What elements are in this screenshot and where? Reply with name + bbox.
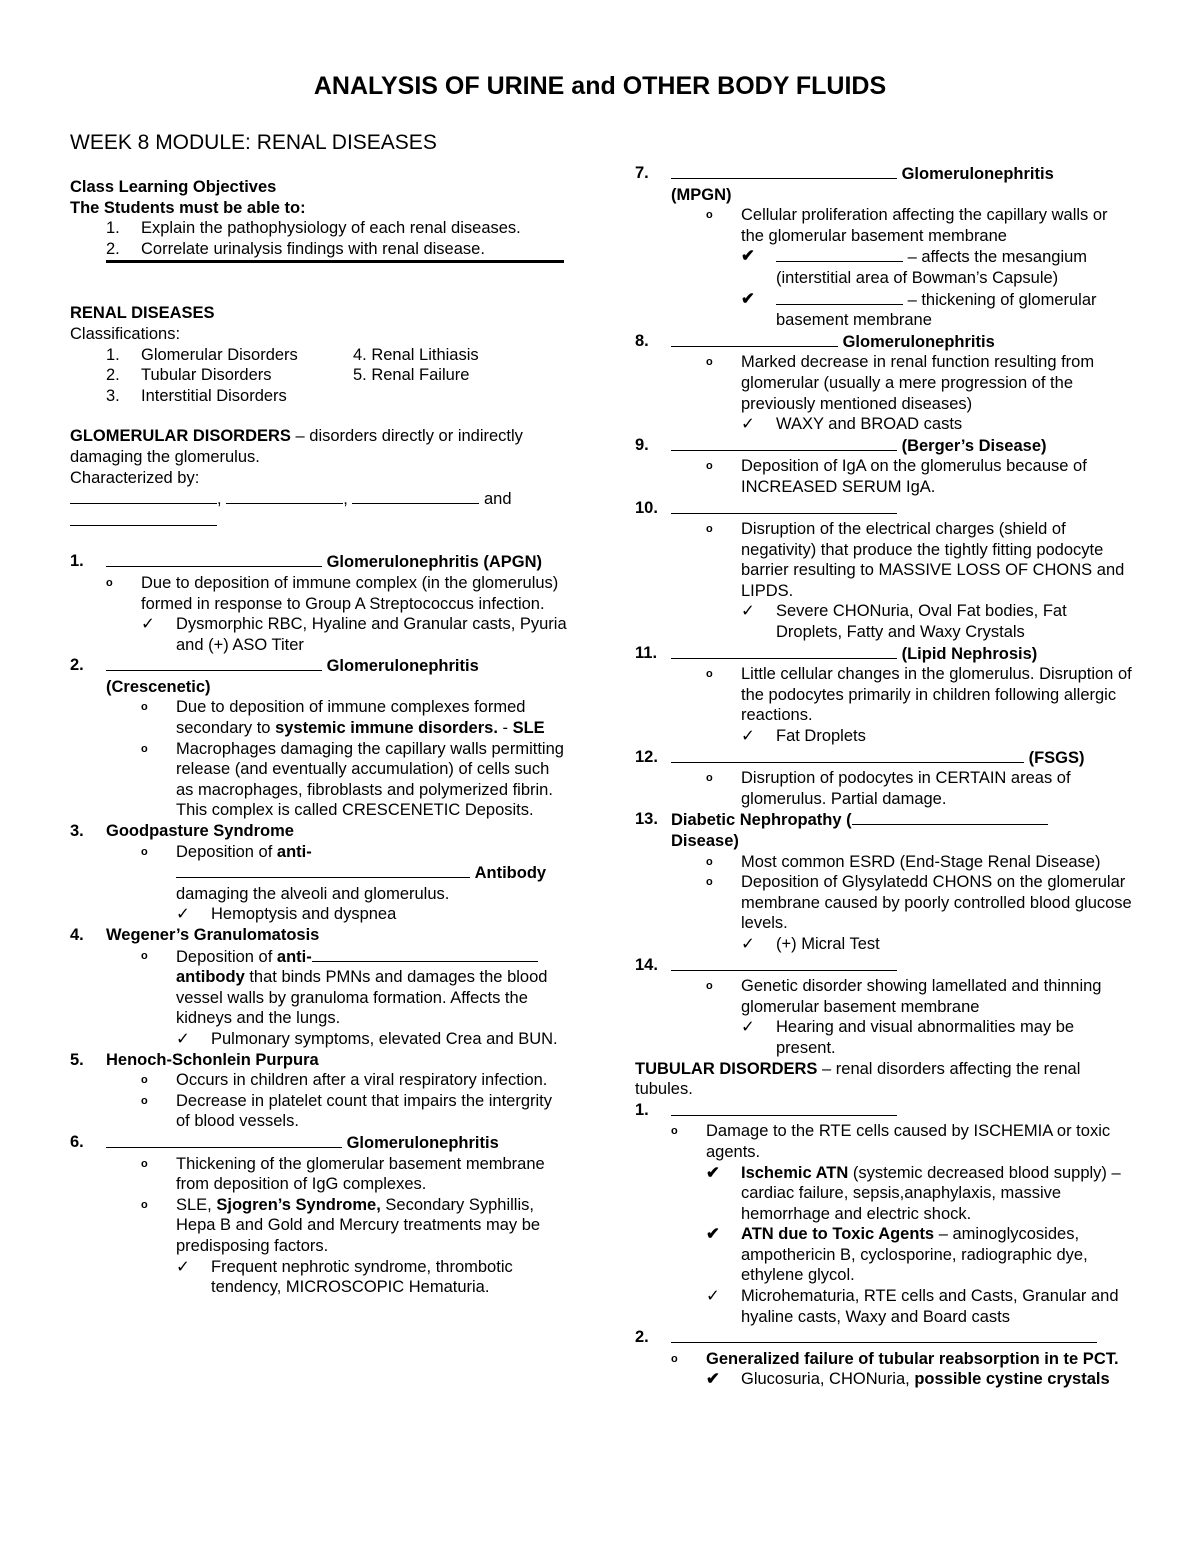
objective-text: Correlate urinalysis findings with renal disease. xyxy=(141,239,485,258)
right-column xyxy=(635,163,1135,1390)
check-item xyxy=(635,1017,1135,1058)
check-text: – thickening of glomerular basement membrane xyxy=(776,290,1097,330)
bullet-text: Damage to the RTE cells caused by ISCHEMIA or toxic agents. xyxy=(706,1122,1111,1161)
check-text: – aminoglycosides, ampothericin B, cyclosporine, radiographic dye, ethylene glycol. xyxy=(741,1225,1088,1285)
item-number: 2. xyxy=(106,366,120,385)
bullet-icon: o xyxy=(706,855,713,868)
bullet-icon: o xyxy=(141,742,148,755)
checkmark-icon: ✓ xyxy=(741,602,755,621)
bullet-item xyxy=(70,842,570,905)
item-number: 9. xyxy=(635,435,649,454)
bullet-text: Generalized failure of tubular reabsorption in te PCT. xyxy=(706,1349,1119,1368)
bullet-text: Macrophages damaging the capillary walls permitting release (and eventually accumulation) of cells such as macrophages, fibroblasts and polymerized fibrin. This complex is called CRESCENETIC Deposits. xyxy=(176,739,564,820)
item-number: 1. xyxy=(106,219,120,238)
bullet-text: Disruption of the electrical charges (shield of negativity) that produce the tightly fitting podocyte barrier resulting to MASSIVE LOSS OF CHONS and LIPDS. xyxy=(741,520,1125,600)
bullet-item xyxy=(70,1195,570,1257)
checkmark-icon: ✓ xyxy=(741,1018,755,1037)
list-item xyxy=(70,655,570,677)
bullet-icon: o xyxy=(141,1094,148,1107)
bullet-text: Deposition of IgA on the glomerulus because of INCREASED SERUM IgA. xyxy=(741,457,1087,496)
bullet-text: Marked decrease in renal function resulting from glomerular (usually a mere progression of the previously mentioned diseases) xyxy=(741,353,1095,413)
bullet-text: Deposition of xyxy=(176,947,277,966)
item-title: Diabetic Nephropathy ( xyxy=(671,811,852,830)
objectives-heading: Class Learning Objectives xyxy=(70,178,277,196)
blank xyxy=(352,488,479,504)
classification-text: 4. Renal Lithiasis xyxy=(353,345,479,364)
classification-text: 5. Renal Failure xyxy=(353,366,470,385)
item-number: 14. xyxy=(635,955,658,974)
item-number: 3. xyxy=(106,386,120,405)
item-subtitle: (MPGN) xyxy=(671,185,732,204)
bullet-text: Genetic disorder showing lamellated and thinning glomerular basement membrane xyxy=(741,977,1102,1016)
list-item xyxy=(635,643,1135,665)
item-title: Glomerulonephritis xyxy=(901,165,1054,183)
item-title: (FSGS) xyxy=(1028,748,1085,767)
bullet-text: SLE, xyxy=(176,1195,217,1214)
classification-text: Tubular Disorders xyxy=(141,366,272,385)
bullet-bold: Antibody xyxy=(474,864,547,883)
bullet-icon: o xyxy=(706,209,713,222)
bullet-icon: o xyxy=(671,1125,678,1138)
list-item xyxy=(70,386,570,407)
blank-line xyxy=(70,488,570,510)
check-text: (systemic decreased blood supply) – cardiac failure, sepsis,anaphylaxis, massive hemorrhage and electric shock. xyxy=(741,1163,1121,1223)
bullet-icon: o xyxy=(706,356,713,369)
check-text: Dysmorphic RBC, Hyaline and Granular casts, Pyuria and (+) ASO Titer xyxy=(176,615,567,654)
renal-heading: RENAL DISEASES xyxy=(70,304,215,323)
bullet-bold: anti- xyxy=(276,947,312,966)
blank xyxy=(671,955,897,971)
bullet-text: Little cellular changes in the glomerulus. Disruption of the podocytes primarily in children following allergic reactions. xyxy=(741,665,1132,725)
blank xyxy=(176,862,470,878)
check-item xyxy=(70,904,570,925)
list-item xyxy=(70,821,570,842)
bullet-text: that binds PMNs and damages the blood vessel walls by granuloma formation. Affects the kidneys and the lungs. xyxy=(176,968,548,1028)
bullet-item xyxy=(635,352,1135,414)
check-item xyxy=(635,414,1135,435)
check-text: Microhematuria, RTE cells and Casts, Granular and hyaline casts, Waxy and Board casts xyxy=(741,1287,1119,1326)
check-text: Frequent nephrotic syndrome, thrombotic tendency, MICROSCOPIC Hematuria. xyxy=(211,1257,513,1297)
bullet-icon: o xyxy=(706,772,713,785)
bullet-icon: o xyxy=(141,1198,148,1211)
bullet-bold: SLE xyxy=(512,719,545,738)
item-title: (Berger’s Disease) xyxy=(901,436,1047,455)
objective-text: Explain the pathophysiology of each renal diseases. xyxy=(141,219,521,238)
checkmark-icon: ✔ xyxy=(741,247,755,266)
bullet-icon: o xyxy=(141,949,148,962)
bullet-icon: o xyxy=(141,1074,148,1087)
bullet-text: Decrease in platelet count that impairs the intergrity of blood vessels. xyxy=(176,1091,553,1131)
blank xyxy=(776,246,903,262)
blank xyxy=(671,498,897,514)
item-number: 4. xyxy=(70,926,84,944)
check-item xyxy=(635,934,1135,955)
bullet-icon: o xyxy=(141,701,148,714)
classifications-label: Classifications: xyxy=(70,324,181,343)
item-number: 2. xyxy=(635,1328,649,1347)
check-item xyxy=(70,1257,570,1298)
bullet-text: damaging the alveoli and glomerulus. xyxy=(176,884,450,903)
characterized-label: Characterized by: xyxy=(70,468,200,487)
bullet-item xyxy=(635,852,1135,873)
item-title: Glomerulonephritis xyxy=(842,332,995,351)
blank xyxy=(671,1100,897,1116)
bullet-item xyxy=(70,1091,570,1132)
bullet-icon: o xyxy=(671,1352,678,1365)
tubular-heading: TUBULAR DISORDERS xyxy=(635,1059,818,1078)
blank xyxy=(671,643,897,659)
comma: , xyxy=(343,490,348,509)
blank xyxy=(671,747,1024,763)
check-item xyxy=(70,614,570,655)
bullet-icon: o xyxy=(706,460,713,473)
blank xyxy=(226,488,343,504)
list-item xyxy=(635,163,1135,185)
check-text: WAXY and BROAD casts xyxy=(776,415,963,434)
bullet-item xyxy=(70,1070,570,1091)
list-item xyxy=(70,1050,570,1071)
item-number: 1. xyxy=(106,345,120,364)
check-item xyxy=(635,1286,1135,1327)
check-text: Fat Droplets xyxy=(776,727,866,746)
bullet-text: Cellular proliferation affecting the capillary walls or the glomerular basement membrane xyxy=(741,206,1108,245)
list-item xyxy=(70,218,570,239)
bullet-text: Thickening of the glomerular basement membrane from deposition of IgG complexes. xyxy=(176,1154,545,1194)
list-item xyxy=(70,925,570,946)
list-item xyxy=(70,551,570,573)
check-bold: possible cystine crystals xyxy=(914,1370,1110,1389)
checkmark-icon: ✓ xyxy=(141,615,155,634)
bullet-icon: o xyxy=(706,980,713,993)
bullet-text: Due to deposition of immune complex (in the glomerulus) formed in response to Group A Streptococcus infection. xyxy=(141,573,559,613)
comma: , xyxy=(217,490,222,509)
bullet-text: - xyxy=(497,719,513,738)
check-text: Glucosuria, CHONuria, xyxy=(741,1370,915,1389)
bullet-item xyxy=(635,456,1135,497)
bullet-item xyxy=(70,946,570,1029)
objectives-subheading: The Students must be able to: xyxy=(70,198,306,217)
bullet-item xyxy=(635,1349,1135,1370)
blank xyxy=(70,488,217,504)
classification-text: Glomerular Disorders xyxy=(141,345,298,364)
checkmark-icon: ✔ xyxy=(706,1225,720,1244)
item-number: 10. xyxy=(635,498,658,517)
checkmark-icon: ✓ xyxy=(706,1287,720,1306)
classification-text: Interstitial Disorders xyxy=(141,386,287,405)
item-title: Glomerulonephritis xyxy=(346,1133,499,1152)
item-number: 12. xyxy=(635,747,658,766)
item-number: 2. xyxy=(106,239,120,258)
blank xyxy=(776,289,903,305)
bullet-item xyxy=(635,205,1135,246)
check-item xyxy=(635,1163,1135,1225)
blank xyxy=(312,946,538,962)
and-text: and xyxy=(483,490,512,509)
bullet-item xyxy=(635,519,1135,601)
list-item xyxy=(70,345,570,366)
check-bold: ATN due to Toxic Agents xyxy=(741,1225,935,1244)
bullet-item xyxy=(635,1121,1135,1162)
check-text: Hemoptysis and dyspnea xyxy=(211,905,397,924)
blank xyxy=(671,331,838,347)
checkmark-icon: ✓ xyxy=(741,934,755,953)
bullet-item xyxy=(635,664,1135,726)
blank xyxy=(852,809,1048,825)
bullet-icon: o xyxy=(706,668,713,681)
checkmark-icon: ✓ xyxy=(741,727,755,746)
bullet-item xyxy=(70,697,570,738)
item-number: 5. xyxy=(70,1050,84,1069)
tubular-intro xyxy=(635,1059,1135,1100)
bullet-bold: systemic immune disorders. xyxy=(275,719,498,738)
checkmark-icon: ✔ xyxy=(706,1370,720,1389)
blank xyxy=(70,510,217,526)
blank xyxy=(671,435,897,451)
check-text: – affects the mesangium (interstitial area of Bowman’s Capsule) xyxy=(776,248,1088,287)
check-item xyxy=(635,1224,1135,1286)
page-title: ANALYSIS OF URINE and OTHER BODY FLUIDS xyxy=(313,72,887,100)
check-text: (+) Micral Test xyxy=(776,934,880,953)
bullet-item xyxy=(635,976,1135,1017)
bullet-text: Deposition of xyxy=(176,842,277,861)
checkmark-icon: ✔ xyxy=(741,289,755,308)
check-item xyxy=(70,1029,570,1050)
checkmark-icon: ✓ xyxy=(176,1029,190,1048)
bullet-bold: Sjogren’s Syndrome, xyxy=(216,1195,381,1214)
glomerular-heading: GLOMERULAR DISORDERS xyxy=(70,427,291,446)
bullet-item xyxy=(635,768,1135,809)
list-item xyxy=(635,809,1135,851)
check-item xyxy=(635,289,1135,331)
bullet-bold: antibody xyxy=(176,968,245,987)
check-item xyxy=(635,601,1135,642)
bullet-text: Secondary Syphillis, Hepa B and Gold and Mercury treatments may be predisposing factors. xyxy=(176,1195,541,1255)
list-item xyxy=(635,1100,1135,1122)
bullet-icon: o xyxy=(141,1157,148,1170)
bullet-text: Most common ESRD (End-Stage Renal Disease) xyxy=(741,852,1101,871)
list-item xyxy=(635,747,1135,769)
glomerular-desc: – disorders directly or indirectly damaging the glomerulus. xyxy=(70,427,523,466)
check-text: Hearing and visual abnormalities may be present. xyxy=(776,1018,1075,1057)
item-subtitle: (Crescenetic) xyxy=(106,677,211,696)
bullet-text: Disruption of podocytes in CERTAIN areas of glomerulus. Partial damage. xyxy=(741,769,1071,808)
list-item xyxy=(635,331,1135,353)
item-title: Disease) xyxy=(671,832,739,850)
item-title: Wegener’s Granulomatosis xyxy=(106,926,320,944)
check-item xyxy=(635,246,1135,288)
list-item xyxy=(70,239,570,260)
bullet-icon: o xyxy=(706,523,713,536)
bullet-text: Deposition of Glysylatedd CHONS on the glomerular membrane caused by poorly controlled blood glucose levels. xyxy=(741,873,1132,933)
item-title: (Lipid Nephrosis) xyxy=(901,644,1038,663)
list-item xyxy=(635,955,1135,977)
module-title: WEEK 8 MODULE: RENAL DISEASES xyxy=(70,131,437,154)
list-item xyxy=(635,498,1135,520)
check-item xyxy=(635,1369,1135,1390)
item-number: 1. xyxy=(635,1100,649,1119)
glomerular-intro xyxy=(70,426,570,467)
bullet-icon: o xyxy=(706,876,713,889)
bullet-item xyxy=(70,573,570,614)
checkmark-icon: ✓ xyxy=(176,905,190,924)
bullet-item xyxy=(635,872,1135,934)
item-number: 2. xyxy=(70,656,84,675)
blank xyxy=(671,1327,1097,1343)
item-number: 13. xyxy=(635,810,658,829)
bullet-icon: o xyxy=(141,845,148,858)
blank xyxy=(106,655,322,671)
left-column xyxy=(70,177,570,1298)
check-bold: Ischemic ATN xyxy=(741,1163,849,1182)
bullet-item xyxy=(70,739,570,821)
list-item xyxy=(70,365,570,386)
list-item xyxy=(70,1132,570,1154)
item-title: Goodpasture Syndrome xyxy=(106,822,294,841)
check-text: Pulmonary symptoms, elevated Crea and BUN. xyxy=(211,1029,558,1048)
check-text: Severe CHONuria, Oval Fat bodies, Fat Droplets, Fatty and Waxy Crystals xyxy=(776,602,1067,642)
bullet-bold: anti- xyxy=(276,842,312,861)
item-number: 7. xyxy=(635,164,649,182)
item-title: Glomerulonephritis (APGN) xyxy=(326,553,543,572)
blank xyxy=(106,1132,342,1148)
list-item xyxy=(635,1327,1135,1349)
blank-line xyxy=(70,510,570,532)
blank xyxy=(671,163,897,179)
bullet-text: Occurs in children after a viral respiratory infection. xyxy=(176,1071,548,1090)
bullet-text: Due to deposition of immune complexes formed secondary to xyxy=(176,698,526,738)
check-item xyxy=(635,726,1135,747)
tubular-desc: – renal disorders affecting the renal tubules. xyxy=(635,1059,1081,1099)
checkmark-icon: ✓ xyxy=(176,1257,190,1276)
item-title: Glomerulonephritis xyxy=(326,657,479,676)
item-number: 1. xyxy=(70,552,84,571)
item-title: Henoch-Schonlein Purpura xyxy=(106,1050,319,1069)
item-number: 3. xyxy=(70,822,84,841)
item-number: 11. xyxy=(635,643,658,662)
bullet-icon: o xyxy=(106,576,113,589)
blank xyxy=(106,551,322,567)
checkmark-icon: ✔ xyxy=(706,1163,720,1182)
bullet-item xyxy=(70,1154,570,1195)
list-item xyxy=(635,435,1135,457)
item-number: 6. xyxy=(70,1132,84,1151)
item-number: 8. xyxy=(635,331,649,350)
checkmark-icon: ✓ xyxy=(741,415,755,434)
